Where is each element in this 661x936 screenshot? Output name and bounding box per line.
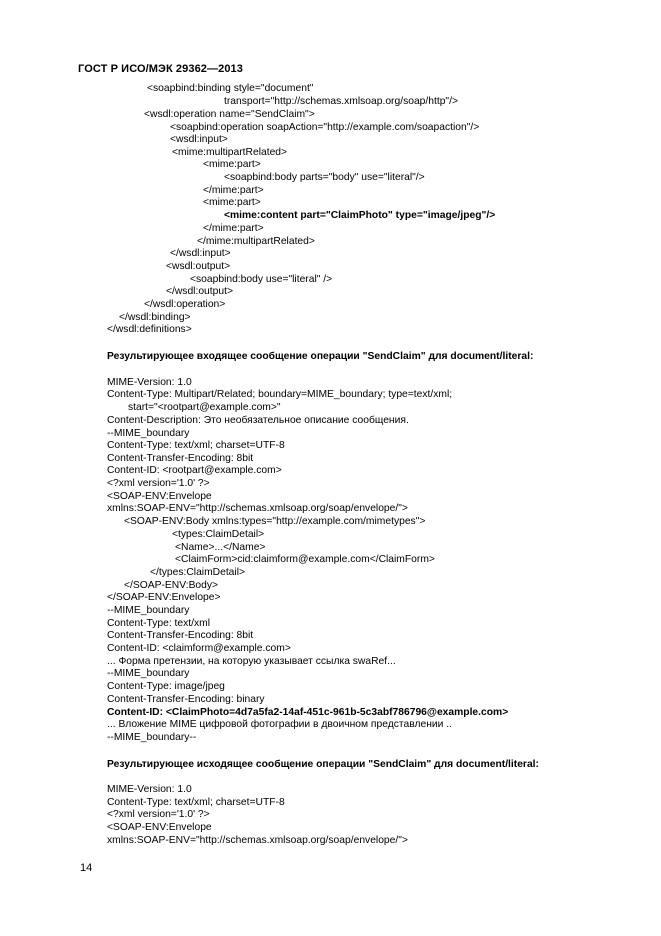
message-line: <?xml version='1.0' ?> [107, 809, 210, 820]
message-line: --MIME_boundary-- [107, 732, 197, 743]
code-line: <soapbind:binding style="document" [147, 83, 314, 94]
message-line: Content-Type: text/xml; charset=UTF-8 [107, 440, 285, 451]
message-line: ... Форма претензии, на которую указывает ссылка swaRef... [107, 656, 396, 667]
message-line: MIME-Version: 1.0 [107, 377, 192, 388]
code-line: </mime:part> [203, 185, 264, 196]
message-line: </SOAP-ENV:Body> [124, 580, 219, 591]
code-line: <mime:multipartRelated> [172, 147, 288, 158]
message-line: Content-Transfer-Encoding: binary [107, 694, 265, 705]
message-line: xmlns:SOAP-ENV="http://schemas.xmlsoap.org/soap/envelope/"> [107, 835, 408, 846]
message-line: Content-ID: <claimform@example.com> [107, 643, 291, 654]
message-line: --MIME_boundary [107, 428, 190, 439]
message-line: <types:ClaimDetail> [172, 529, 265, 540]
code-line: <wsdl:output> [166, 261, 231, 272]
code-line: <wsdl:operation name="SendClaim"> [144, 109, 315, 120]
code-line: </wsdl:definitions> [107, 324, 192, 335]
message-line: Content-Transfer-Encoding: 8bit [107, 630, 254, 641]
message-line: <ClaimForm>cid:claimform@example.com</ClaimForm> [175, 554, 435, 565]
message-line: Content-Transfer-Encoding: 8bit [107, 453, 254, 464]
message-line: --MIME_boundary [107, 605, 190, 616]
code-line: <wsdl:input> [170, 134, 228, 145]
message-line: xmlns:SOAP-ENV="http://schemas.xmlsoap.org/soap/envelope/"> [107, 503, 408, 514]
code-line: <soapbind:operation soapAction="http://example.com/soapaction"/> [170, 122, 480, 133]
message-line: <SOAP-ENV:Envelope [107, 491, 212, 502]
message-line: start="<rootpart@example.com>" [128, 402, 281, 413]
message-line: <Name>...</Name> [175, 542, 266, 553]
code-line: </mime:part> [203, 223, 264, 234]
message-line: </SOAP-ENV:Envelope> [107, 592, 221, 603]
document-standard-header: ГОСТ Р ИСО/МЭК 29362—2013 [78, 63, 243, 75]
message-line: ... Вложение MIME цифровой фотографии в двоичном представлении .. [107, 719, 452, 730]
code-line: </wsdl:input> [170, 248, 231, 259]
message-line: <SOAP-ENV:Body xmlns:types="http://example.com/mimetypes"> [124, 516, 426, 527]
code-line: <soapbind:body use="literal" /> [190, 274, 333, 285]
message-line: Content-Description: Это необязательное описание сообщения. [107, 415, 409, 426]
code-line-highlighted: <mime:content part="ClaimPhoto" type="image/jpeg"/> [224, 210, 496, 221]
message-line-highlighted: Content-ID: <ClaimPhoto=4d7a5fa2-14af-451c-961b-5c3abf786796@example.com> [107, 707, 509, 718]
message-line: --MIME_boundary [107, 668, 190, 679]
section-heading-incoming: Результирующее входящее сообщение операции "SendClaim" для document/literal: [107, 351, 534, 362]
page-number: 14 [80, 862, 93, 874]
code-line: </wsdl:output> [166, 286, 233, 297]
message-line: Content-Type: text/xml; charset=UTF-8 [107, 797, 285, 808]
code-line: <soapbind:body parts="body" use="literal"/> [224, 172, 425, 183]
message-line: MIME-Version: 1.0 [107, 784, 192, 795]
message-line: Content-Type: Multipart/Related; boundary=MIME_boundary; type=text/xml; [107, 389, 453, 400]
message-line: <?xml version='1.0' ?> [107, 478, 210, 489]
message-line: </types:ClaimDetail> [150, 567, 245, 578]
code-line: transport="http://schemas.xmlsoap.org/soap/http"/> [224, 96, 458, 107]
message-line: Content-Type: image/jpeg [107, 681, 225, 692]
message-line: <SOAP-ENV:Envelope [107, 822, 212, 833]
code-line: <mime:part> [203, 159, 261, 170]
message-line: Content-Type: text/xml [107, 618, 211, 629]
message-line: Content-ID: <rootpart@example.com> [107, 465, 282, 476]
section-heading-outgoing: Результирующее исходящее сообщение операции "SendClaim" для document/literal: [107, 759, 539, 770]
code-line: <mime:part> [203, 197, 261, 208]
code-line: </mime:multipartRelated> [197, 236, 315, 247]
code-line: </wsdl:binding> [119, 312, 191, 323]
code-line: </wsdl:operation> [144, 299, 226, 310]
